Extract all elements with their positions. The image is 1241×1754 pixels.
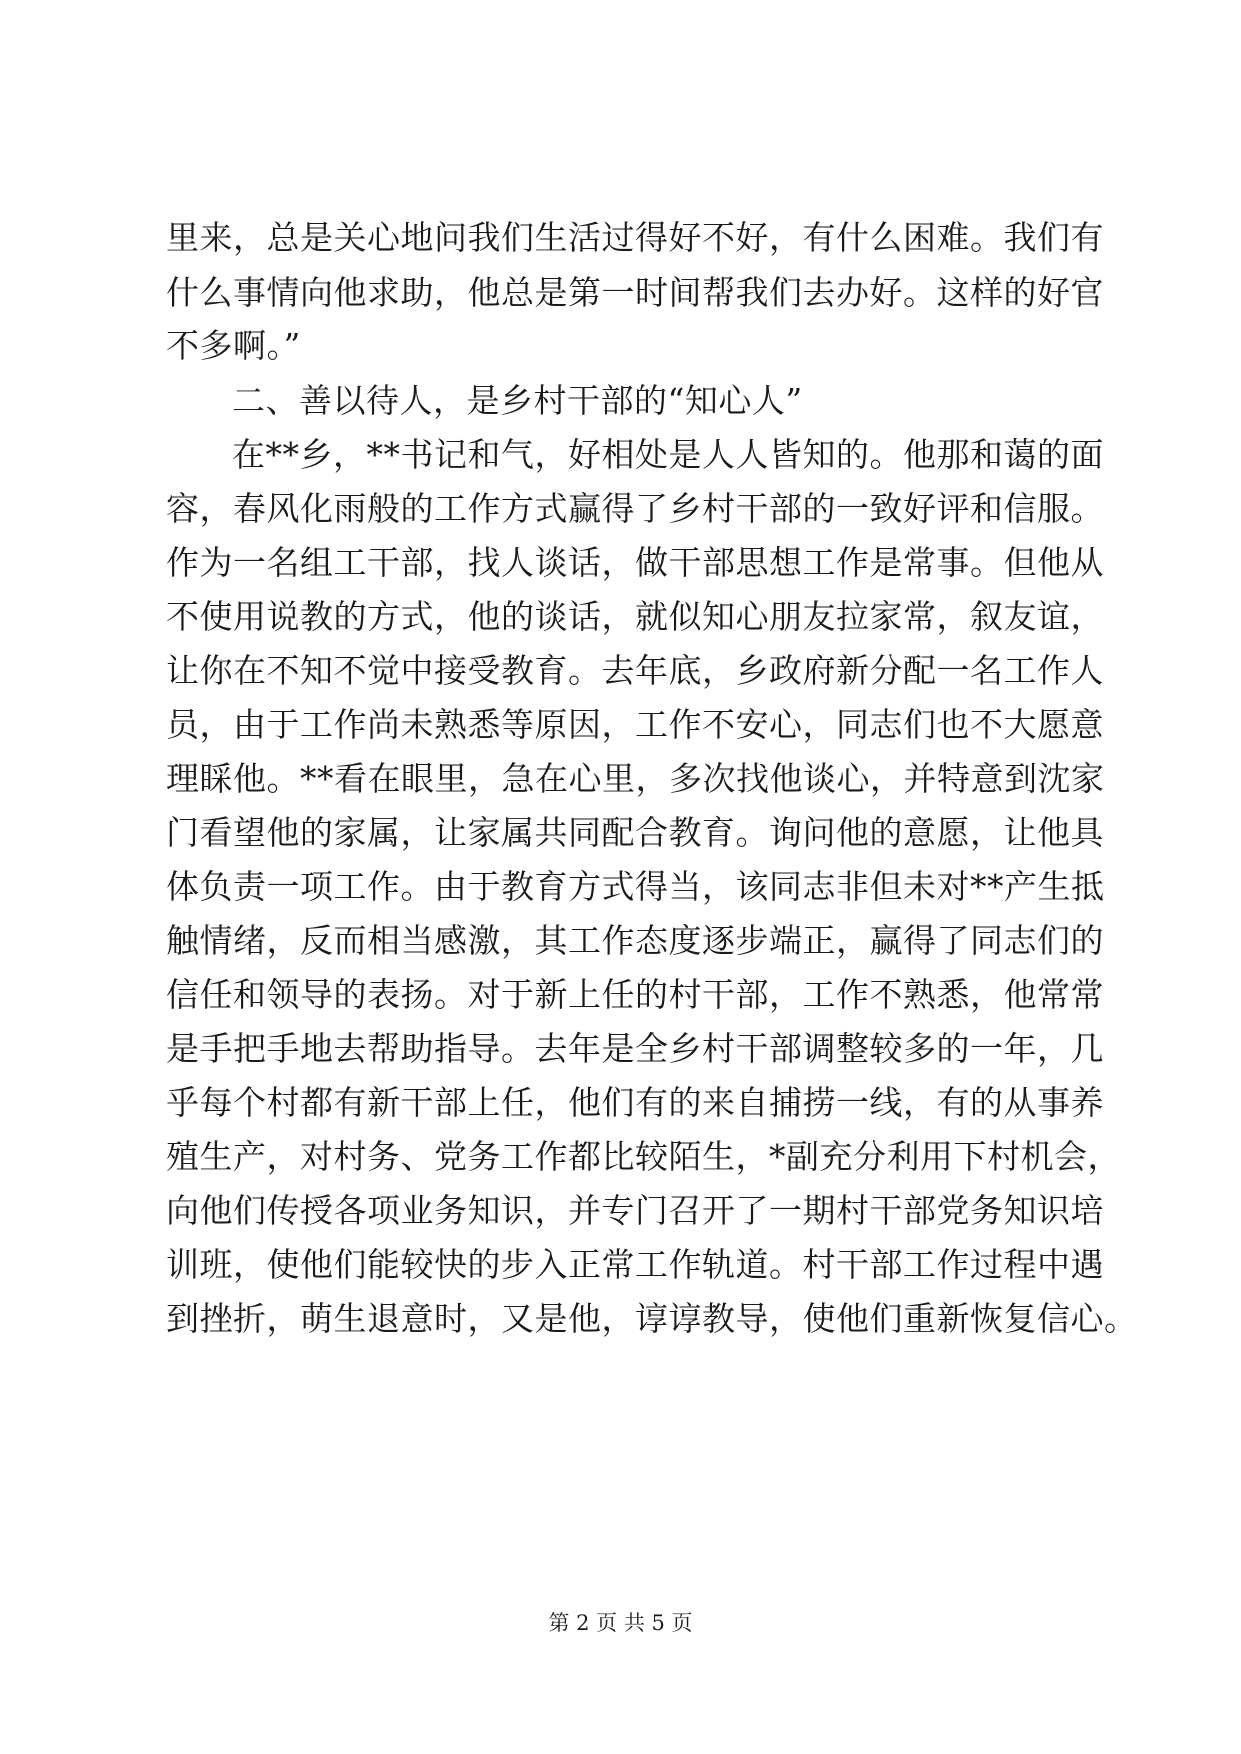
paragraph-line-5: 让你在不知不觉中接受教育。去年底，乡政府新分配一名工作人 xyxy=(166,651,1104,690)
page-number-footer: 第 2 页 共 5 页 xyxy=(548,1611,693,1635)
paragraph-line-8: 门看望他的家属，让家属共同配合教育。询问他的意愿，让他具 xyxy=(166,813,1104,852)
paragraph-line-12: 是手把手地去帮助指导。去年是全乡村干部调整较多的一年，几 xyxy=(166,1029,1104,1068)
paragraph-line-4: 不使用说教的方式，他的谈话，就似知心朋友拉家常，叙友谊， xyxy=(166,597,1104,636)
paragraph-line-10: 触情绪，反而相当感激，其工作态度逐步端正，赢得了同志们的 xyxy=(166,921,1104,960)
continuation-line-2: 什么事情向他求助，他总是第一时间帮我们去办好。这样的好官 xyxy=(166,273,1104,312)
paragraph-line-15: 向他们传授各项业务知识，并专门召开了一期村干部党务知识培 xyxy=(166,1191,1104,1230)
paragraph-line-6: 员，由于工作尚未熟悉等原因，工作不安心，同志们也不大愿意 xyxy=(166,705,1104,744)
continuation-line-1: 里来，总是关心地问我们生活过得好不好，有什么困难。我们有 xyxy=(166,218,1104,257)
paragraph-line-7: 理睬他。**看在眼里，急在心里，多次找他谈心，并特意到沈家 xyxy=(166,759,1105,798)
paragraph-line-17: 到挫折，萌生退意时，又是他，谆谆教导，使他们重新恢复信心。 xyxy=(166,1299,1138,1338)
paragraph-line-2: 容，春风化雨般的工作方式赢得了乡村干部的一致好评和信服。 xyxy=(166,489,1104,528)
paragraph-line-11: 信任和领导的表扬。对于新上任的村干部，工作不熟悉，他常常 xyxy=(166,975,1104,1014)
paragraph-line-1: 在**乡，**书记和气，好相处是人人皆知的。他那和蔼的面 xyxy=(232,435,1104,474)
paragraph-line-3: 作为一名组工干部，找人谈话，做干部思想工作是常事。但他从 xyxy=(166,543,1104,582)
paragraph-line-14: 殖生产，对村务、党务工作都比较陌生，*副充分利用下村机会， xyxy=(166,1137,1121,1176)
section-heading: 二、善以待人，是乡村干部的“知心人” xyxy=(232,381,803,420)
paragraph-line-13: 乎每个村都有新干部上任，他们有的来自捕捞一线，有的从事养 xyxy=(166,1083,1104,1122)
continuation-line-3: 不多啊。” xyxy=(166,326,301,365)
paragraph-line-9: 体负责一项工作。由于教育方式得当，该同志非但未对**产生抵 xyxy=(166,867,1105,906)
paragraph-line-16: 训班，使他们能较快的步入正常工作轨道。村干部工作过程中遇 xyxy=(166,1245,1104,1284)
